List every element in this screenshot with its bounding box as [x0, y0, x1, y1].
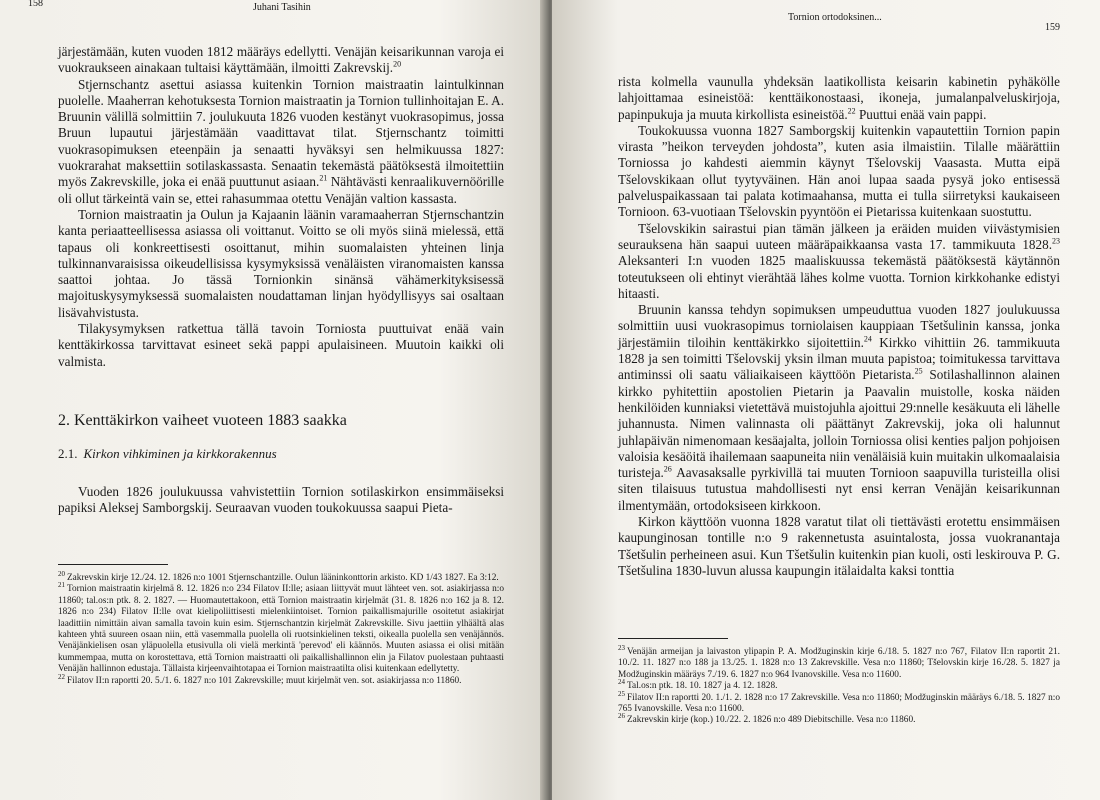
left-paragraph-3: Tornion maistraatin ja Oulun ja Kajaanin läänin varamaaherran Stjernschantzin kanta periaatteellisessa asiassa oli voittanut. Voitto se oli myös siinä mielessä, että tapaus oli konkreettisesti osoittanut, mihin suomalaisten yhteinen linja tulkinnanvaraisissa oikeudellisissa kysymyksissä venäläisten viranomaisten kanssa saattoi johtaa. Jo tässä Tornionkin sinänsä vähämerkityksisessä majoituskysymyksessä suomalaisten noudattaman linjan hyödyllisyys sai osaltaan lisävahvistusta.	[58, 206, 504, 320]
footnote-ref: 22	[847, 106, 856, 116]
footnote-rule	[618, 638, 728, 639]
right-paragraph-3: Tšelovskikin sairastui pian tämän jälkeen ja eräiden muiden viivästymisien seurauksena hän saapui uuteen määräpaikkaansa vasta 17. tammikuuta 1828.23 Aleksanteri I:n vuoden 1825 maaliskuussa tekemästä päätöksestä käytännön toteutukseen oli ehtinyt vierähtää lähes kolme vuotta. Tornion kirkkohanke edistyi hitaasti.	[618, 220, 1060, 301]
right-page-number: 159	[1045, 22, 1060, 33]
footnote-22: $^{22}$ Filatov II:n raportti 20. 5./1. 6. 1827 n:o 101 Zakrevskille; muut kirjelmät ven. sot. asiakirjassa n:o 11860.	[58, 672, 462, 686]
subsection-title: Kirkon vihkiminen ja kirkkorakennus	[83, 445, 277, 461]
footnote-ref: 20	[393, 59, 402, 69]
left-page	[0, 0, 548, 800]
left-page-number: 158	[28, 0, 43, 9]
right-running-head	[618, 0, 1060, 33]
left-footnotes	[58, 564, 504, 687]
left-paragraph-5: Vuoden 1826 joulukuussa vahvistettiin Tornion sotilaskirkon ensimmäiseksi papiksi Aleksej Samborgskij. Seuraavan vuoden toukokuussa saapui Pieta-	[58, 483, 504, 516]
subsection-heading	[58, 446, 504, 462]
footnote-rule	[58, 564, 168, 565]
left-running-head	[28, 0, 504, 30]
right-paragraph-1: rista kolmella vaunulla yhdeksän laatikollista keisarin kabinetin pyhäkölle lahjoittamaa esineistöä: kenttäikonostaasi, ikoneja, jumalanpalveluskirjoja, papinpukuja ja muuta kirkollista esineistöä.$^{22}$ Puuttui enää vain pappi.	[618, 74, 1060, 122]
left-running-title: Juhani Tasihin	[253, 2, 311, 13]
footnote-23: $^{23}$ Venäjän armeijan ja laivaston ylipapin P. A. Modžuginskin kirje 6./18. 5. 1827 n:o 767, Filatov II:n raportit 21. 10./2. 11. 1827 n:o 188 ja 13./25. 1. 1828 n:o 13 Zakrevskille. Vesa n:o 11860; Tšelovskin kirje 16./28. 5. 1827 ja Modžuginskin määräys 7./19. 6. 1827 n:o 964 Ivanovskille. Vesa n:o 11600.	[618, 643, 1060, 680]
subsection-number: 2.1.	[58, 445, 78, 461]
left-body-text	[58, 44, 504, 517]
footnote-25: $^{25}$ Filatov II:n raportti 20. 1./1. 2. 1828 n:o 17 Zakrevskille. Vesa n:o 11860; Modžuginskin määräys 6./18. 5. 1827 n:o 765 Ivanovskille. Vesa n:o 11600.	[618, 689, 1060, 715]
right-running-title: Tornion ortodoksinen...	[788, 12, 882, 23]
section-heading: 2. Kenttäkirkon vaiheet vuoteen 1883 saakka	[58, 411, 347, 429]
right-footnotes	[618, 638, 1060, 727]
right-paragraph-4: Bruunin kanssa tehdyn sopimuksen umpeuduttua vuoden 1827 joulukuussa solmittiin uusi vuokrasopimus torniolaisen kauppiaan Tšetšulinin kanssa, jonka järjestämiin tiloihin kenttäkirkko sijoitettiin.$^{24}$ Kirkko vihittiin 26. tammikuuta 1828 ja sen toimitti Tšelovskij yksin ilman muuta papistoa; toimitukessa tarvittava antiminssi oli saatu väliaikaiseen käyttöön Pietarista.$^{25}$ Sotilashallinnon alainen kirkko pyhitettiin apostolien Pietarin ja Paavalin muistolle, koska näiden henkilöiden kunniaksi vietettävä muistojuhla ajoittui 29:nnelle kesäkuuta eli lähelle juhannusta. Nimen valinnasta oli päättänyt Zakrevskij, joka oli halunnut juhlapäivän nimenomaan kesäajalta, jolloin Torniossa olisi kenties paljon pohjoisen valoisia kesäöitä ihailemaan saapuneita niin venäläisiä kuin muitakin ulkomaalaisia turisteja.$^{26}$ Aavasaksalle pyrkivillä tai muuten Tornioon saapuvilla turisteilla olisi siten tilaisuus tutustua mahdollisesti nyt ensi kerran Venäjän keisarikunnan ilmentymään, ortodoksiseen kirkkoon.	[618, 302, 1061, 513]
footnote-21: $^{21}$ Tornion maistraatin kirjelmä 8. 12. 1826 n:o 234 Filatov II:lle; asiaan liittyvät muut lähteet ven. sot. asiakirjassa n:o 11860; tal.os:n ptk. 8. 2. 1827. — Huomautettakoon, että Tornion maistraatin kirjelmät (31. 8. 1826 n:o 162 ja 8. 12. 1826 n:o 234) Filatov II:lle ovat kielipoliittisesti mielenkiintoiset. Tornion paikallismajurille osoitetut asiakirjat laadittiin nimittäin aivan samalla tavoin kuin esim. Stjernschantzin kirjelmät Zakrevskille. Sivu jaettiin ylhäältä alas kahteen yhtä suureen osaan niin, että vasemmalla puolella oli ruotsinkielinen teksti, oikealla puolella sen venäjännös. Venäjänkielisen osan yläpuolella etusivulla oli vielä merkintä 'perevod' eli käännös. Muuten asiassa ei olisi mitään kummempaa, mutta on korostettava, että Tornion maistraatti oli paikallishallinnon elin ja Filatov puolestaan puhtaasti Venäjän hallinnon edustaja. Tällaista kirjeenvaihtotapaa ei Tornion maistraatilta olisi kuitenkaan edellytetty.	[58, 581, 504, 675]
footnote-ref: 25	[914, 366, 923, 376]
footnote-20: $^{20}$ Zakrevskin kirje 12./24. 12. 1826 n:o 1001 Stjernschantzille. Oulun lääninkonttorin arkisto. KD 1/43 1827. Ea 3:12.	[58, 569, 499, 583]
left-paragraph-4: Tilakysymyksen ratkettua tällä tavoin Torniosta puuttuivat enää vain kenttäkirkossa tarvittavat esineet sekä pappi apulaisineen. Muutoin kaikki oli valmista.	[58, 321, 504, 369]
right-paragraph-2: Toukokuussa vuonna 1827 Samborgskij kuitenkin vapautettiin Tornion papin virasta ”heikon terveyden johdosta”, kuten asia ilmaistiin. Tilalle määrättiin Torniossa jo kahdesti aiemmin käynyt Tšelovskij Vaasasta. Mutta eipä Tšelovskikaan ollut tyytyväinen. Hän anoi lupaa saada pysyä joko entisessä palveluspaikassaan tai palata kotimaahansa, mutta ei tulla siirretyksi kaukaiseen Tornioon. 63-vuotiaan Tšelovskin pyyntöön ei Pietarissa kuitenkaan suostuttu.	[618, 122, 1060, 220]
right-paragraph-5: Kirkon käyttöön vuonna 1828 varatut tilat oli tiettävästi erotettu ensimmäisen kaupunginosan tontille n:o 9 rakennetusta asuintalosta, jossa vuokranantaja Tšetšulin perheineen asui. Kun Tšetšulin kuitenkin pian kuoli, osti leskirouva P. G. Tšetšulina 1830-luvun alussa kaupungin itälaidalta kaksi tonttia	[618, 514, 1060, 578]
right-page	[552, 0, 1100, 800]
left-paragraph-1: järjestämään, kuten vuoden 1812 määräys edellytti. Venäjän keisarikunnan varoja ei vuokraukseen ainakaan tultaisi käyttämään, ilmoitti Zakrevskij.$^{20}$	[58, 44, 504, 76]
footnote-ref: 26	[663, 464, 672, 474]
left-paragraph-2: Stjernschantz asettui asiassa kuitenkin Tornion maistraatin laintulkinnan puolelle. Maaherran kehotuksesta Tornion maistraatin ja Tornion tullinhoitajan E. A. Bruunin välillä solmittiin 7. joulukuuta 1826 vuoden kestänyt vuokrasopimus, jossa Bruun lupautui järjestämään vaadittavat tilat. Stjernschantz toimitti vuokrasopimuksen eteenpäin ja senaatti hyväksyi sen helmikuussa 1827: vuokrarahat maksettiin sotilaskassasta. Senaatin tekemästä päätöksestä ilmoitettiin myös Zakrevskille, joka ei enää puuttunut asiaan.$^{21}$ Nähtävästi kenraalikuvernöörille oli ollut tärkeintä vain se, ettei rahasummaa otettu Venäjän valtion kassasta.	[58, 76, 504, 206]
footnote-ref: 23	[1052, 236, 1060, 246]
footnote-24: $^{24}$ Tal.os:n ptk. 18. 10. 1827 ja 4. 12. 1828.	[618, 678, 778, 692]
footnote-ref: 21	[319, 173, 328, 183]
right-body-text	[618, 74, 1060, 579]
footnote-26: $^{26}$ Zakrevskin kirje (kop.) 10./22. 2. 1826 n:o 489 Diebitschille. Vesa n:o 11860.	[618, 712, 916, 726]
footnote-ref: 24	[863, 334, 872, 344]
